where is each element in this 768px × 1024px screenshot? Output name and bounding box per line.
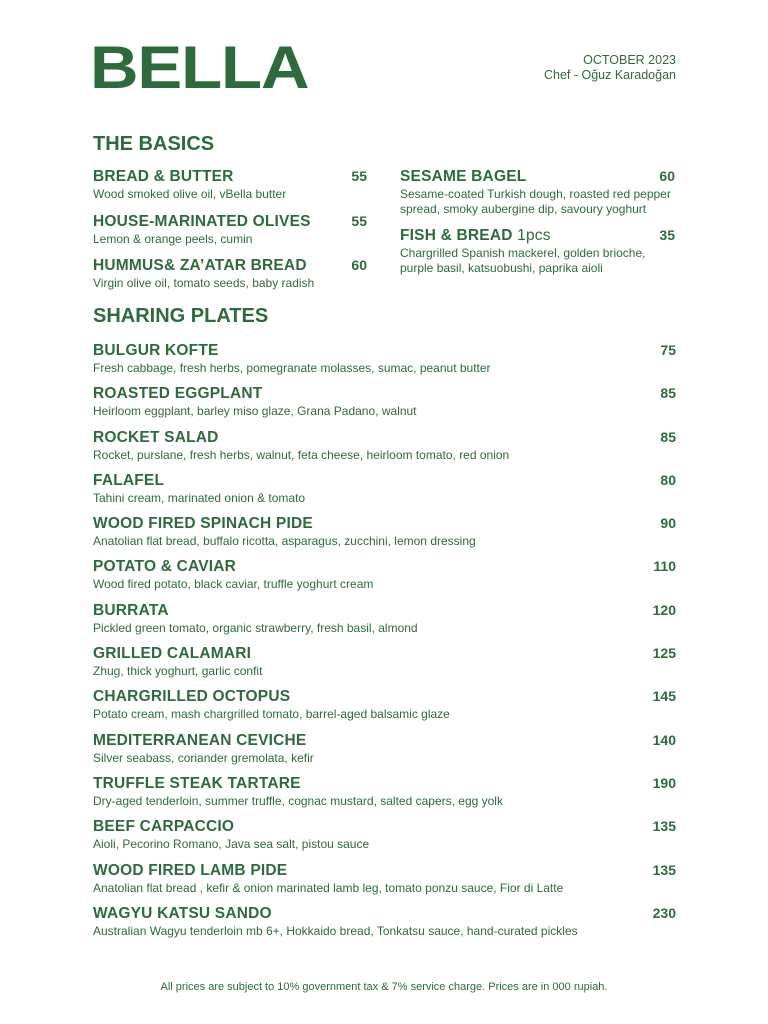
menu-item-row bbox=[93, 385, 676, 403]
menu-item-description: Virgin olive oil, tomato seeds, baby radish bbox=[93, 276, 315, 290]
menu-item bbox=[93, 818, 676, 861]
menu-item-row bbox=[93, 688, 676, 706]
menu-item-description: Wood fired potato, black caviar, truffle yoghurt cream bbox=[93, 577, 374, 592]
menu-item-name: WOOD FIRED LAMB PIDE bbox=[93, 861, 288, 879]
menu-item bbox=[93, 342, 676, 385]
menu-header-meta bbox=[544, 53, 676, 83]
menu-item-name: HOUSE-MARINATED OLIVES bbox=[93, 212, 311, 230]
menu-item-price: 80 bbox=[660, 471, 676, 488]
menu-item bbox=[93, 602, 676, 645]
menu-item-name: HUMMUS& ZA’ATAR BREAD bbox=[93, 257, 307, 274]
menu-item-name: WAGYU KATSU SANDO bbox=[93, 904, 272, 922]
menu-item-row bbox=[93, 775, 676, 793]
menu-date: OCTOBER 2023 bbox=[583, 53, 676, 67]
menu-item-description: Fresh cabbage, fresh herbs, pomegranate molasses, sumac, peanut butter bbox=[93, 361, 491, 375]
menu-item-name-wrap bbox=[93, 257, 307, 275]
basics-left-column bbox=[93, 168, 367, 302]
menu-item-description: Tahini cream, marinated onion & tomato bbox=[93, 490, 306, 505]
menu-item-price: 85 bbox=[660, 385, 676, 402]
menu-item-name: BURRATA bbox=[93, 601, 169, 619]
menu-item-price: 110 bbox=[653, 558, 676, 575]
menu-item-price: 145 bbox=[652, 688, 676, 705]
menu-item-name: FALAFEL bbox=[93, 471, 165, 489]
menu-item-price: 230 bbox=[652, 904, 676, 921]
menu-item bbox=[93, 775, 676, 818]
menu-item-row bbox=[93, 429, 676, 447]
menu-item-row bbox=[93, 257, 367, 275]
menu-item-description: Aioli, Pecorino Romano, Java sea salt, pistou sauce bbox=[93, 837, 370, 852]
menu-item-name-wrap bbox=[400, 227, 551, 245]
menu-item-description: Dry-aged tenderloin, summer truffle, cognac mustard, salted capers, egg yolk bbox=[93, 793, 503, 808]
menu-item bbox=[93, 862, 676, 905]
menu-item-description: Australian Wagyu tenderloin mb 6+, Hokkaido bread, Tonkatsu sauce, hand-curated pickles bbox=[93, 923, 578, 938]
menu-item-description: Wood smoked olive oil, vBella butter bbox=[93, 187, 287, 201]
menu-item-name: GRILLED CALAMARI bbox=[93, 645, 252, 663]
menu-item-row bbox=[93, 862, 676, 880]
menu-item bbox=[93, 213, 367, 247]
menu-item-description: Anatolian flat bread, buffalo ricotta, asparagus, zucchini, lemon dressing bbox=[93, 534, 476, 549]
menu-item-price: 55 bbox=[351, 168, 367, 184]
restaurant-logo: BELLA bbox=[90, 34, 309, 101]
menu-item-name: SESAME BAGEL bbox=[400, 168, 527, 185]
menu-item-price: 60 bbox=[659, 168, 675, 184]
menu-item-row bbox=[400, 168, 675, 186]
menu-item-row bbox=[93, 732, 676, 750]
menu-item-name: ROCKET SALAD bbox=[93, 428, 219, 446]
menu-item-description: Sesame-coated Turkish dough, roasted red pepper spread, smoky aubergine dip, savoury yoghurt bbox=[400, 187, 671, 216]
menu-item-description: Pickled green tomato, organic strawberry, fresh basil, almond bbox=[93, 620, 418, 635]
basics-right-column bbox=[400, 168, 675, 286]
menu-item bbox=[93, 472, 676, 515]
menu-item bbox=[93, 515, 676, 558]
menu-item-description: Zhug, thick yoghurt, garlic confit bbox=[93, 664, 263, 679]
menu-item-row bbox=[93, 472, 676, 490]
menu-item-price: 135 bbox=[652, 861, 676, 878]
menu-item bbox=[93, 558, 676, 601]
menu-item-name-wrap bbox=[400, 168, 526, 186]
menu-item-row bbox=[93, 342, 676, 360]
menu-item bbox=[400, 227, 675, 275]
menu-item bbox=[93, 688, 676, 731]
menu-item-name: BREAD & BUTTER bbox=[93, 168, 234, 185]
menu-item-name: WOOD FIRED SPINACH PIDE bbox=[93, 515, 313, 533]
menu-item-row bbox=[93, 905, 676, 923]
menu-item-name: CHARGRILLED OCTOPUS bbox=[93, 688, 291, 706]
menu-item-description: Lemon & orange peels, cumin bbox=[93, 231, 253, 246]
menu-item bbox=[93, 732, 676, 775]
menu-item-row bbox=[93, 168, 367, 186]
menu-item bbox=[93, 429, 676, 472]
menu-item-price: 35 bbox=[659, 227, 675, 243]
section-title-sharing: SHARING PLATES bbox=[93, 305, 269, 327]
price-note: All prices are subject to 10% government tax & 7% service charge. Prices are in 000 rupiah. bbox=[160, 981, 608, 993]
menu-item-price: 190 bbox=[652, 774, 676, 791]
menu-item-price: 60 bbox=[351, 257, 367, 273]
section-title-basics: THE BASICS bbox=[93, 133, 215, 155]
menu-item-description: Rocket, purslane, fresh herbs, walnut, feta cheese, heirloom tomato, red onion bbox=[93, 447, 510, 462]
menu-item-name: TRUFFLE STEAK TARTARE bbox=[93, 774, 301, 792]
menu-item-price: 90 bbox=[660, 515, 676, 532]
menu-item-quantity: 1pcs bbox=[517, 227, 551, 244]
menu-item-row bbox=[400, 227, 675, 245]
menu-item-price: 75 bbox=[660, 342, 676, 358]
chef-name: Chef - Oğuz Karadoğan bbox=[543, 68, 676, 82]
menu-item-description: Heirloom eggplant, barley miso glaze, Grana Padano, walnut bbox=[93, 404, 417, 419]
menu-item bbox=[93, 168, 367, 202]
menu-item-row bbox=[93, 515, 676, 533]
menu-item-description: Chargrilled Spanish mackerel, golden brioche, purple basil, katsuobushi, paprika aioli bbox=[400, 246, 646, 275]
menu-item-name: BULGUR KOFTE bbox=[93, 342, 219, 359]
menu-item bbox=[93, 645, 676, 688]
menu-item-price: 140 bbox=[652, 731, 676, 748]
menu-item-name-wrap bbox=[93, 168, 234, 186]
menu-item-price: 125 bbox=[652, 645, 676, 662]
menu-item-row bbox=[93, 558, 676, 576]
menu-item bbox=[93, 385, 676, 428]
menu-item-name: MEDITERRANEAN CEVICHE bbox=[93, 731, 307, 749]
menu-item-price: 55 bbox=[351, 212, 367, 229]
menu-item-name: POTATO & CAVIAR bbox=[93, 558, 237, 576]
menu-item bbox=[400, 168, 675, 216]
menu-item-description: Silver seabass, coriander gremolata, kefir bbox=[93, 750, 314, 765]
menu-item-name: ROASTED EGGPLANT bbox=[93, 385, 263, 403]
menu-item-name: BEEF CARPACCIO bbox=[93, 818, 235, 836]
menu-item-name-wrap bbox=[93, 213, 311, 231]
menu-item-price: 135 bbox=[652, 818, 676, 835]
menu-item-row bbox=[93, 213, 367, 231]
menu-item-row bbox=[93, 645, 676, 663]
menu-item-row bbox=[93, 818, 676, 836]
menu-item-description: Potato cream, mash chargrilled tomato, barrel-aged balsamic glaze bbox=[93, 707, 450, 722]
menu-item bbox=[93, 257, 367, 291]
menu-item-description: Anatolian flat bread , kefir & onion marinated lamb leg, tomato ponzu sauce, Fior di Latte bbox=[93, 880, 564, 895]
menu-item-price: 85 bbox=[660, 428, 676, 445]
menu-item bbox=[93, 905, 676, 948]
menu-item-name: FISH & BREAD bbox=[400, 227, 513, 244]
menu-item-price: 120 bbox=[652, 601, 676, 618]
menu-item-row bbox=[93, 602, 676, 620]
sharing-plates-list bbox=[93, 342, 676, 948]
